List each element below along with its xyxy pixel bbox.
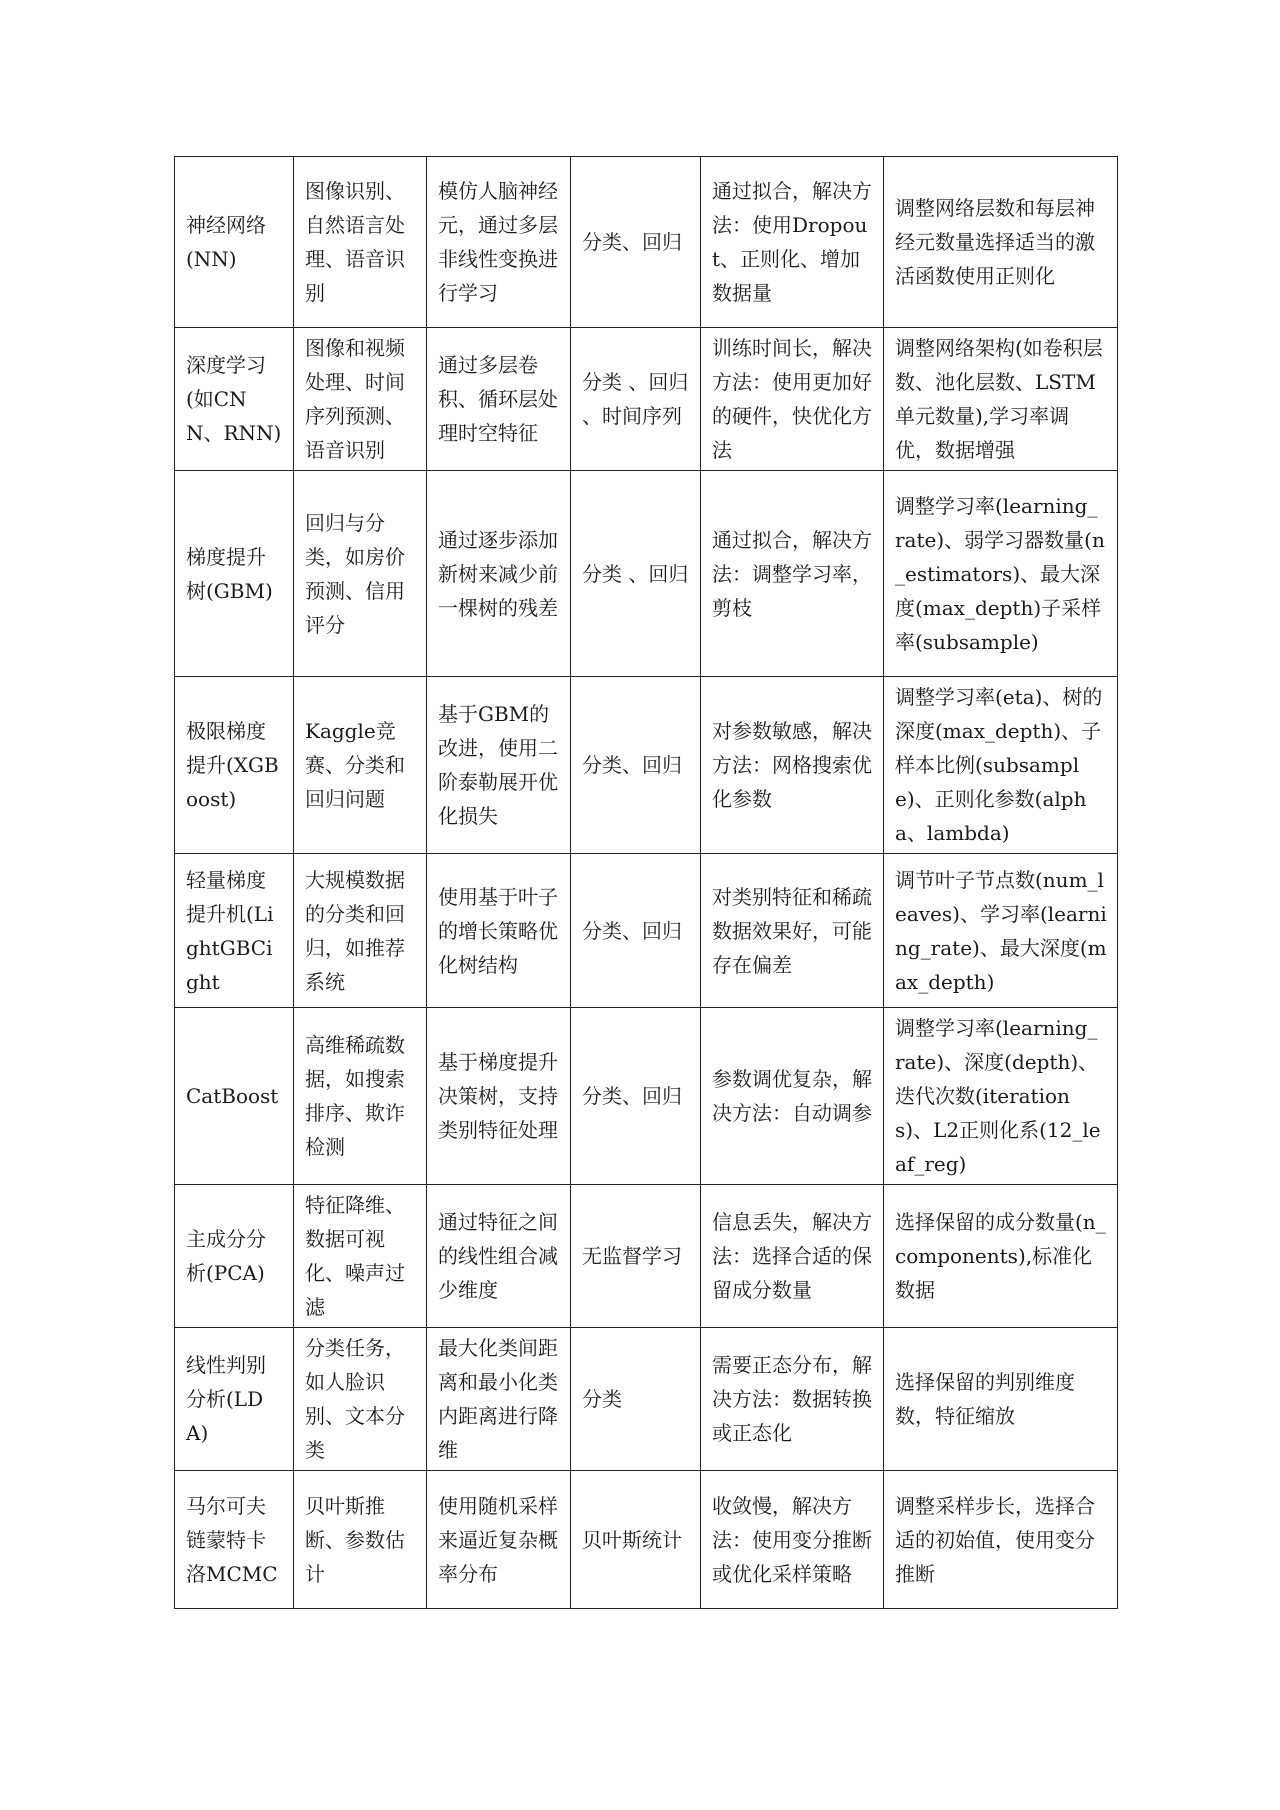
issue-solution-cell: 对类别特征和稀疏数据效果好，可能存在偏差 <box>701 854 884 1008</box>
algorithm-comparison-table <box>174 156 1118 1609</box>
task-type-cell: 分类 、回归 <box>571 471 701 677</box>
tuning-cell: 选择保留的成分数量(n_components),标准化数据 <box>884 1185 1118 1328</box>
principle-cell: 最大化类间距离和最小化类内距离进行降维 <box>427 1328 571 1471</box>
table-row <box>175 677 1118 854</box>
task-type-cell: 分类、回归 <box>571 1008 701 1185</box>
task-type-cell: 分类、回归 <box>571 157 701 328</box>
tuning-cell: 调整学习率(learning_rate)、弱学习器数量(n_estimators)、最大深度(max_depth)子采样率(subsample) <box>884 471 1118 677</box>
task-type-cell: 无监督学习 <box>571 1185 701 1328</box>
issue-solution-cell: 通过拟合，解决方法：使用Dropout、正则化、增加数据量 <box>701 157 884 328</box>
applications-cell: 贝叶斯推断、参数估计 <box>294 1471 427 1609</box>
issue-solution-cell: 需要正态分布，解决方法：数据转换或正态化 <box>701 1328 884 1471</box>
applications-cell: 分类任务，如人脸识别、文本分类 <box>294 1328 427 1471</box>
principle-cell: 通过逐步添加新树来减少前一棵树的残差 <box>427 471 571 677</box>
algorithm-name-cell: CatBoost <box>175 1008 294 1185</box>
table-row <box>175 1471 1118 1609</box>
algorithm-name-cell: 极限梯度提升(XGBoost) <box>175 677 294 854</box>
applications-cell: 回归与分类，如房价预测、信用评分 <box>294 471 427 677</box>
applications-cell: 特征降维、数据可视化、噪声过滤 <box>294 1185 427 1328</box>
principle-cell: 模仿人脑神经元，通过多层非线性变换进行学习 <box>427 157 571 328</box>
algorithm-name-cell: 马尔可夫链蒙特卡洛MCMC <box>175 1471 294 1609</box>
tuning-cell: 调节叶子节点数(num_leaves)、学习率(learning_rate)、最大深度(max_depth) <box>884 854 1118 1008</box>
algorithm-name-cell: 线性判别分析(LDA) <box>175 1328 294 1471</box>
table-row <box>175 328 1118 471</box>
principle-cell: 使用随机采样来逼近复杂概率分布 <box>427 1471 571 1609</box>
task-type-cell: 分类、回归 <box>571 854 701 1008</box>
algorithm-name-cell: 深度学习(如CNN、RNN) <box>175 328 294 471</box>
principle-cell: 通过特征之间的线性组合减少维度 <box>427 1185 571 1328</box>
issue-solution-cell: 收敛慢，解决方法：使用变分推断或优化采样策略 <box>701 1471 884 1609</box>
issue-solution-cell: 信息丢失，解决方法：选择合适的保留成分数量 <box>701 1185 884 1328</box>
table-row <box>175 854 1118 1008</box>
algorithm-name-cell: 梯度提升树(GBM) <box>175 471 294 677</box>
tuning-cell: 选择保留的判别维度数，特征缩放 <box>884 1328 1118 1471</box>
issue-solution-cell: 训练时间长，解决方法：使用更加好的硬件，快优化方法 <box>701 328 884 471</box>
principle-cell: 基于梯度提升决策树，支持类别特征处理 <box>427 1008 571 1185</box>
applications-cell: 图像和视频处理、时间序列预测、语音识别 <box>294 328 427 471</box>
principle-cell: 使用基于叶子的增长策略优化树结构 <box>427 854 571 1008</box>
applications-cell: 大规模数据的分类和回归，如推荐系统 <box>294 854 427 1008</box>
applications-cell: 高维稀疏数据，如搜索排序、欺诈检测 <box>294 1008 427 1185</box>
algorithm-name-cell: 神经网络(NN) <box>175 157 294 328</box>
issue-solution-cell: 通过拟合，解决方法：调整学习率，剪枝 <box>701 471 884 677</box>
tuning-cell: 调整网络架构(如卷积层数、池化层数、LSTM单元数量),学习率调优，数据增强 <box>884 328 1118 471</box>
task-type-cell: 分类 、回归 、时间序列 <box>571 328 701 471</box>
task-type-cell: 贝叶斯统计 <box>571 1471 701 1609</box>
table-row <box>175 1328 1118 1471</box>
task-type-cell: 分类、回归 <box>571 677 701 854</box>
issue-solution-cell: 对参数敏感，解决方法：网格搜索优化参数 <box>701 677 884 854</box>
tuning-cell: 调整采样步长，选择合适的初始值，使用变分推断 <box>884 1471 1118 1609</box>
issue-solution-cell: 参数调优复杂，解决方法：自动调参 <box>701 1008 884 1185</box>
algorithm-name-cell: 主成分分析(PCA) <box>175 1185 294 1328</box>
tuning-cell: 调整学习率(learning_rate)、深度(depth)、迭代次数(iterations)、L2正则化系(12_leaf_reg) <box>884 1008 1118 1185</box>
table-row <box>175 157 1118 328</box>
algorithm-name-cell: 轻量梯度提升机(LightGBCight <box>175 854 294 1008</box>
tuning-cell: 调整网络层数和每层神经元数量选择适当的激活函数使用正则化 <box>884 157 1118 328</box>
table-row <box>175 1185 1118 1328</box>
applications-cell: Kaggle竞赛、分类和回归问题 <box>294 677 427 854</box>
principle-cell: 基于GBM的改进，使用二阶泰勒展开优化损失 <box>427 677 571 854</box>
principle-cell: 通过多层卷积、循环层处理时空特征 <box>427 328 571 471</box>
table-row <box>175 471 1118 677</box>
tuning-cell: 调整学习率(eta)、树的深度(max_depth)、子样本比例(subsample)、正则化参数(alpha、lambda) <box>884 677 1118 854</box>
task-type-cell: 分类 <box>571 1328 701 1471</box>
applications-cell: 图像识别、自然语言处理、语音识别 <box>294 157 427 328</box>
table-row <box>175 1008 1118 1185</box>
